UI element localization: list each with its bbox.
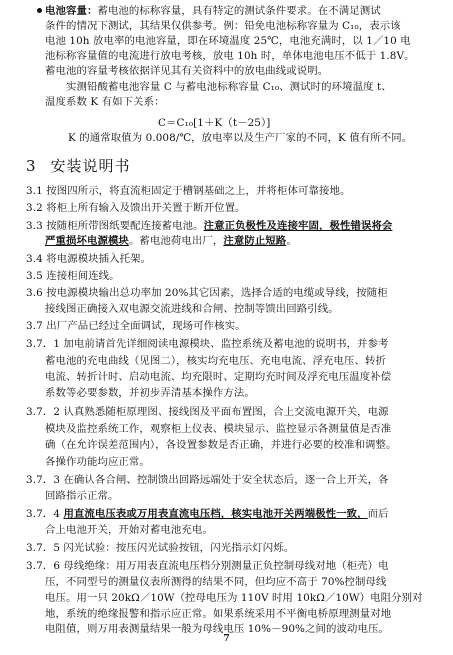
warning-text: 严重损坏电源模块: [45, 235, 129, 247]
warning-text: 用直流电压表或万用表直流电压档，核实电池开关两端极性一致，: [63, 508, 368, 520]
battery-capacity-heading: 电池容量：: [45, 5, 98, 17]
text-span: 而后: [367, 508, 389, 520]
section-number: 3: [26, 157, 37, 175]
item-3-7-4-continued: 合上电池开关，开始对蓄电池充电。: [45, 524, 213, 536]
item-3-2: 3.2 将柜上所有输入及馈出开关置于断开位置。: [26, 202, 246, 214]
item-3-7-6-continued: 电压。用一只 20kΩ／10W（控母电压为 110V 时用 10kΩ／10W）电阻分别对: [45, 592, 423, 604]
item-3-7-2-continued: 各操作功能均应正常。: [45, 456, 150, 468]
paragraph-line: 池标称容量值的电流进行放电考核，放电 10h 时，单体电池电压不低于 1.8V。: [45, 50, 415, 62]
item-3-7-2-continued: 模块及监控系统工作，观察柜上仪表、模块显示、监控显示各测量值是否准: [45, 423, 392, 435]
item-3-6: 3.6 按电源模块输出总功率加 20%其它因素，选择合适的电缆或导线，按随柜: [26, 287, 388, 299]
item-3-7-2-continued: 确（在允许误差范围内），各设置参数是否正确，并进行必要的校准和调整。: [45, 439, 397, 451]
item-3-7: 3.7 出厂产品已经过全面调试，现场可作核实。: [26, 320, 246, 332]
item-3-4: 3.4 将电源模块插入托架。: [26, 253, 152, 265]
bullet-icon: [37, 8, 42, 13]
item-3-7-2: 3.7．2 认真熟悉随柜原理图、接线图及平面布置图，合上交流电源开关，电源: [26, 406, 389, 418]
item-3-7-1-continued: 蓄电池的充电曲线（见图二），核实均充电压、充电电流、浮充电压、转折: [45, 355, 386, 367]
item-3-3: [26, 219, 392, 233]
battery-capacity-line-1: [45, 4, 381, 18]
section-heading: [26, 159, 131, 173]
capacity-formula: C＝C₁₀[1＋K（t－25）]: [158, 117, 271, 129]
item-3-6-continued: 接线图正确接入双电源交流进线和合闸、控制等馈出回路引线。: [45, 303, 339, 315]
warning-text: 注意防止短路: [223, 235, 287, 247]
paragraph-line: 条件的情况下测试，其结果仅供参考。例：铅免电池标称容量为 C₁₀，表示该: [45, 20, 401, 32]
item-3-7-6-continued: 电阻值，则万用表测量结果一般为母线电压 10%－90%之间的波动电压。: [45, 623, 389, 635]
warning-text: 注意正负极性及连接牢固，极性错误将会: [203, 220, 393, 232]
item-3-7-6: 3.7．6 母线绝缘：用万用表直流电压档分别测量正负控制母线对地（柜壳）电: [26, 560, 389, 572]
page-number: 7: [223, 634, 230, 644]
item-3-7-6-continued: 压，不同型号的测量仪表所测得的结果不同，但均应不高于 70%控制母线: [45, 576, 387, 588]
item-3-7-4: [26, 507, 389, 521]
section-title: 安装说明书: [50, 157, 131, 175]
item-3-7-3-continued: 回路指示正常。: [45, 490, 119, 502]
item-3-7-1-continued: 系数等必要参数，并初步弄清基本操作方法。: [45, 387, 255, 399]
paragraph-line: 温度系数 K 有如下关系：: [45, 96, 165, 108]
item-3-3-continued: [45, 234, 297, 248]
item-3-7-1: 3.7．1 加电前请首先详细阅读电源模块、监控系统及蓄电池的说明书，并参考: [26, 338, 389, 350]
item-3-7-6-continued: 地，系统的绝缘报警和指示应正常。如果系统采用不平衡电桥原理测量对地: [45, 608, 392, 620]
paragraph-line: 电池 10h 放电率的电池容量，即在环境温度 25℃，电池充满时，以 1／10 电: [45, 35, 411, 47]
item-3-1: 3.1 按图四所示，将直流柜固定于槽钢基础之上，并将柜体可靠接地。: [26, 185, 351, 197]
paragraph-line: K 的通常取值为 0.008/℃，放电率以及生产厂家的不同，K 值有所不同。: [68, 132, 413, 144]
paragraph-line: 实测铅酸蓄电池容量 C 与蓄电池标称容量 C₁₀、测试时的环境温度 t、: [66, 81, 392, 93]
paragraph-line: 蓄电池的容量考核依据详见其有关资料中的放电曲线或说明。: [45, 65, 329, 77]
text-span: 3.3 按随柜所带图纸要配连接蓄电池。: [26, 220, 204, 232]
item-3-7-5: 3.7．5 闪光试验：按压闪光试验按钮，闪光指示灯闪烁。: [26, 542, 295, 554]
text-span: 蓄电池的标称容量，具有特定的测试条件要求。在不满足测试: [97, 5, 381, 17]
text-span: 3.7．4: [26, 508, 64, 520]
item-3-5: 3.5 连接柜间连线。: [26, 270, 120, 282]
text-span: 。蓄电池荷电出厂，: [128, 235, 224, 247]
text-span: 。: [286, 235, 297, 247]
item-3-7-1-continued: 电流、转折计时、启动电流、均充限时、定期均充时间及浮充电压温度补偿: [45, 371, 392, 383]
item-3-7-3: 3.7．3 在确认各合闸、控制馈出回路远端处于安全状态后，逐一合上开关，各: [26, 474, 389, 486]
